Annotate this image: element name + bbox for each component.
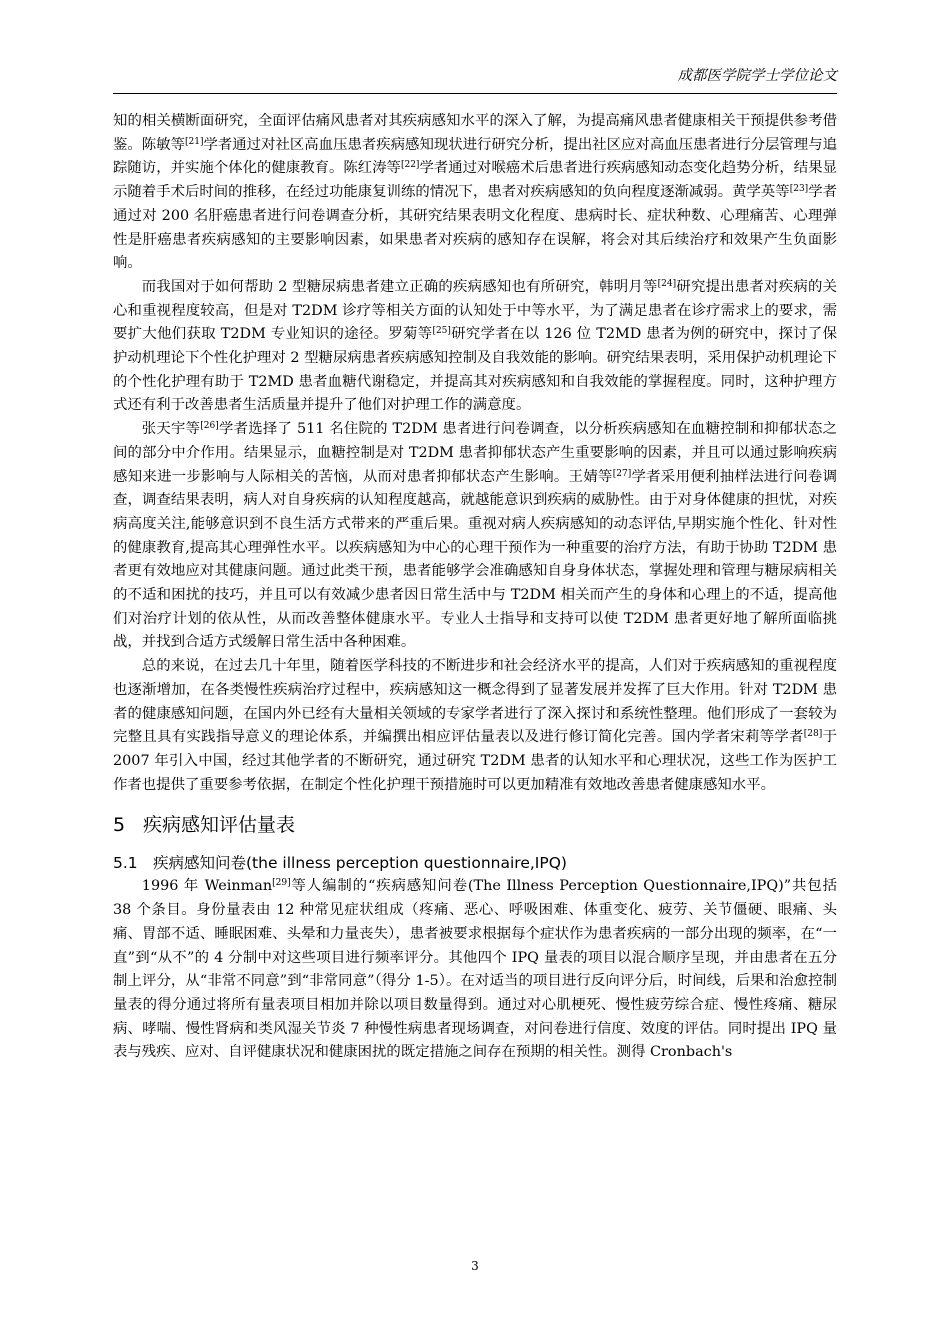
paragraph-ipq xyxy=(113,875,837,1065)
citation-27[interactable]: [27] xyxy=(612,468,632,479)
section-heading-5 xyxy=(113,811,837,839)
citation-23[interactable]: [23] xyxy=(789,184,809,195)
text-run: 学者采用便利抽样法进行问卷调查，调查结果表明，病人对自身疾病的认知程度越高，就越能意识到疾病的威胁性。由于对身体健康的担忧，对疾病高度关注,能够意识到不良生活方式带来的严重后果。重视对病人疾病感知的动态评估,早期实施个性化、针对性的健康教育,提高其心理弹性水平。以疾病感知为中心的心理干预作为一种重要的治疗方法，有助于协助 T2DM 患者更有效地应对其健康问题。通过此类干预，患者能够学会准确感知自身身体状态，掌握处理和管理与糖尿病相关的不适和困扰的技巧，并且可以有效减少患者因日常生活中与 T2DM 相关而产生的身体和心理上的不适，提高他们对治疗计划的依从性，从而改善整体健康水平。专业人士指导和支持可以使 T2DM 患者更好地了解所面临挑战，并找到合适方式缓解日常生活中各种困难。 xyxy=(113,468,837,651)
section-title: 疾病感知评估量表 xyxy=(143,814,296,837)
text-run: 研究学者在以 126 位 T2MD 患者为例的研究中，探讨了保护动机理论下个性化护理对 2 型糖尿病患者疾病感知控制及自我效能的影响。研究结果表明，采用保护动机理论下的个性化护理有助于 T2MD 患者血糖代谢稳定，并提高其对疾病感知和自我效能的掌握程度。同时，这种护理方式还有利于改善患者生活质量并提升了他们对护理工作的满意度。 xyxy=(113,326,837,414)
text-run: 知的相关横断面研究，全面评估痛风患者对其疾病感知水平的深入了解，为提高痛风患者健康相关干预提供参考借鉴。陈敏等 xyxy=(113,113,837,153)
text-run: 研究提出患者对疾病的关心和重视程度较高，但是对 T2DM 诊疗等相关方面的认知处于中等水平，为了满足患者在诊疗需求上的要求，需要扩大他们获取 T2DM 专业知识的途径。罗菊等 xyxy=(113,278,837,343)
text-run: 总的来说，在过去几十年里，随着医学科技的不断进步和社会经济水平的提高，人们对于疾病感知的重视程度也逐渐增加，在各类慢性疾病治疗过程中，疾病感知这一概念得到了显著发展并发挥了巨大作用。针对 T2DM 患者的健康感知问题，在国内外已经有大量相关领域的专家学者进行了深入探讨和系统性整理。他们形成了一套较为完整且具有实践指导意义的理论体系，并编撰出相应评估量表以及进行修订简化完善。国内学者宋莉等学者 xyxy=(113,658,837,746)
text-run: 1996 年 Weinman xyxy=(141,878,273,895)
paragraph-summary xyxy=(113,655,837,797)
citation-28[interactable]: [28] xyxy=(803,729,823,740)
body-text xyxy=(113,110,837,1065)
text-run: 张天宇等 xyxy=(141,421,201,438)
citation-22[interactable]: [22] xyxy=(400,160,420,171)
paragraph-zhang-wang xyxy=(113,418,837,655)
paragraph-continued xyxy=(113,110,837,276)
text-run: 于 2007 年引入中国，经过其他学者的不断研究，通过研究 T2DM 患者的认知水平和心理状况，这些工作为医护工作者也提供了重要参考依据，在制定个性化护理干预措施时可以更加精准有效地改善患者健康感知水平。 xyxy=(113,729,837,793)
paragraph-domestic-research xyxy=(113,276,837,418)
text-run: 学者通过对 200 名肝癌患者进行问卷调查分析，其研究结果表明文化程度、患病时长、症状种数、心理痛苦、心理弹性是肝癌患者疾病感知的主要影响因素，如果患者对疾病的感知存在误解，将会对其后续治疗和效果产生负面影响。 xyxy=(113,184,837,272)
header-rule xyxy=(113,93,837,94)
text-run: 等人编制的“疾病感知问卷(The Illness Perception Questionnaire,IPQ)”共包括 38 个条目。身份量表由 12 种常见症状组成（疼痛、恶心、呼吸困难、体重变化、疲劳、关节僵硬、眼痛、头痛、胃部不适、睡眠困难、头晕和力量丧失），患者被要求根据每个症状作为患者疾病的一部分出现的频率，在“一直”到“从不”的 4 分制中对这些项目进行频率评分。其他四个 IPQ 量表的项目以混合顺序呈现，并由患者在五分制上评分，从“非常不同意”到“非常同意”（得分 1-5）。在对适当的项目进行反向评分后，时间线，后果和治愈控制量表的得分通过将所有量表项目相加并除以项目数量得到。通过对心肌梗死、慢性疲劳综合症、慢性疼痛、糖尿病、哮喘、慢性肾病和类风湿关节炎 7 种慢性病患者现场调查，对问卷进行信度、效度的评估。同时提出 IPQ 量表与残疾、应对、自评健康状况和健康困扰的既定措施之间存在预期的相关性。测得 Cronbach's xyxy=(113,878,837,1061)
text-run: 而我国对于如何帮助 2 型糖尿病患者建立正确的疾病感知也有所研究，韩明月等 xyxy=(141,278,658,295)
running-header: 成都医学院学士学位论文 xyxy=(677,68,837,84)
subsection-heading-5-1 xyxy=(113,851,837,875)
citation-21[interactable]: [21] xyxy=(185,136,204,147)
page-number: 3 xyxy=(471,1259,479,1273)
text-run: 学者通过对喉癌术后患者进行疾病感知动态变化趋势分析，结果显示随着手术后时间的推移，在经过功能康复训练的情况下，患者对疾病感知的负向程度逐渐减弱。黄学英等 xyxy=(113,160,837,201)
subsection-title: 疾病感知问卷(the illness perception questionnaire,IPQ) xyxy=(153,854,567,873)
citation-24[interactable]: [24] xyxy=(657,278,677,289)
citation-29[interactable]: [29] xyxy=(272,878,291,889)
text-run: 学者通过对社区高血压患者疾病感知现状进行研究分析，提出社区应对高血压患者进行分层管理与追踪随访，并实施个体化的健康教育。陈红涛等 xyxy=(113,136,837,177)
citation-25[interactable]: [25] xyxy=(432,326,451,337)
text-run: 学者选择了 511 名住院的 T2DM 患者进行问卷调查，以分析疾病感知在血糖控制和抑郁状态之间的部分中介作用。结果显示，血糖控制是对 T2DM 患者抑郁状态产生重要影响的因素，并且可以通过影响疾病感知来进一步影响与人际相关的苦恼，从而对患者抑郁状态产生影响。王婧等 xyxy=(113,421,837,485)
section-number: 5 xyxy=(113,814,126,837)
subsection-number: 5.1 xyxy=(113,854,138,873)
citation-26[interactable]: [26] xyxy=(200,421,219,432)
